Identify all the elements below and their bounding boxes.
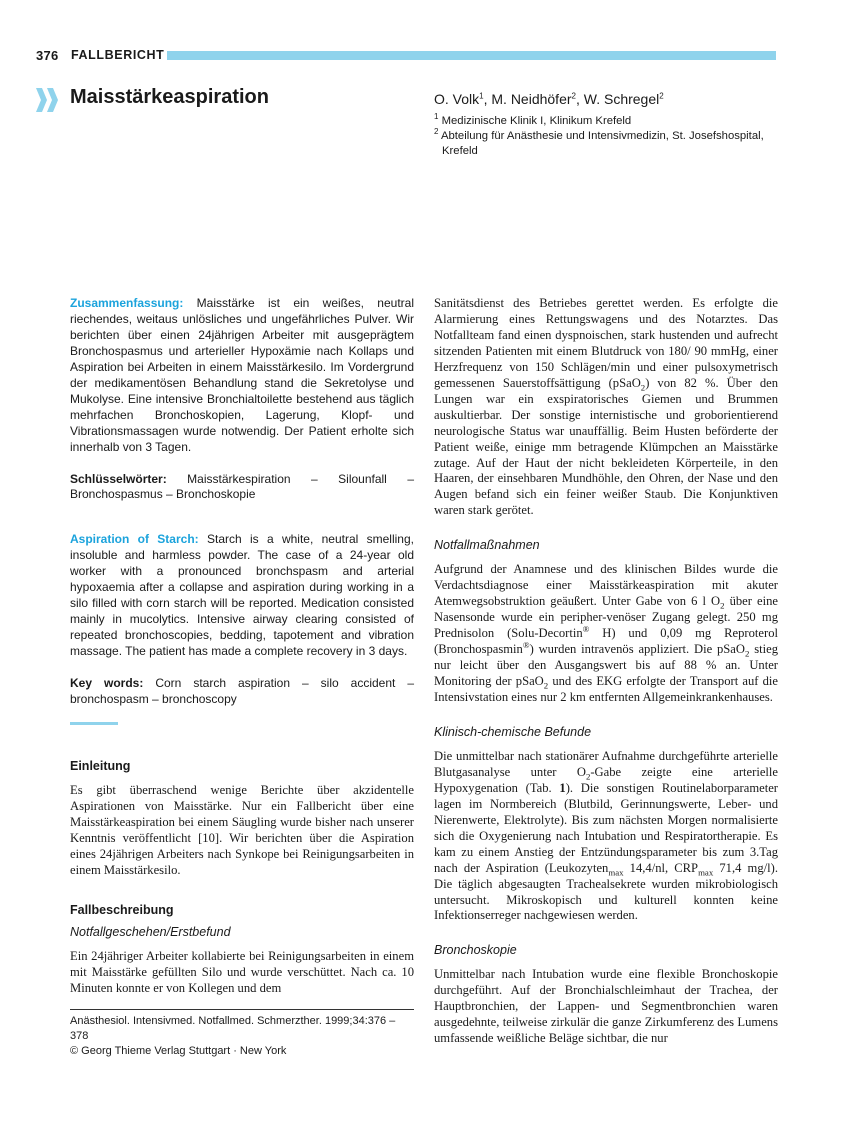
subheading-klinisch-chemische-befunde: Klinisch-chemische Befunde bbox=[434, 724, 592, 739]
left-column bbox=[70, 296, 414, 997]
author-list bbox=[434, 91, 664, 107]
text-run: stieg nur leicht über den Ausgangswert bis auf 88 % an. Unter Monitoring der pSaO bbox=[434, 642, 778, 689]
author-separator: , bbox=[483, 91, 492, 107]
notfallmassnahmen-text bbox=[434, 562, 778, 706]
author-separator: , bbox=[575, 91, 584, 107]
author-affiliation-mark: 2 bbox=[659, 91, 664, 101]
case-continuation-text bbox=[434, 296, 778, 519]
subscript: max bbox=[608, 867, 624, 878]
double-chevron-icon bbox=[36, 88, 60, 112]
keywords-german-text: Maisstärkespiration – Silounfall – Bronchospasmus – Bronchoskopie bbox=[70, 471, 414, 502]
table-reference: 1 bbox=[559, 780, 566, 795]
text-run: Die unmittelbar nach stationärer Aufnahme durchgeführte arterielle Blutgasanalyse unter O bbox=[434, 748, 778, 779]
keywords-english-heading: Key words: bbox=[70, 676, 144, 691]
keywords-german bbox=[70, 472, 414, 504]
affiliations bbox=[434, 114, 784, 159]
author-affiliation-mark: 1 bbox=[479, 91, 484, 101]
author-name: M. Neidhöfer bbox=[491, 91, 572, 107]
heading-fallbeschreibung: Fallbeschreibung bbox=[70, 902, 174, 917]
citation-footnote bbox=[70, 1009, 414, 1059]
bronchoskopie-text: Unmittelbar nach Intubation wurde eine flexible Bronchoskopie durchgeführt. Auf der Bronchialschleimhaut der Trachea, der Hauptbronchien, der Lappen- und Segmentbronchien waren ausgedehnte, teilweise zirkulär die ganze Zirkumferenz des Lumens umfassende weißliche Beläge sichtbar, die nur bbox=[434, 967, 778, 1046]
keywords-german-heading: Schlüsselwörter: bbox=[70, 471, 167, 486]
article-title: Maisstärkeaspiration bbox=[70, 86, 269, 108]
affiliation-mark: 2 bbox=[434, 127, 439, 137]
subscript: 2 bbox=[744, 648, 750, 659]
klinisch-text bbox=[434, 749, 778, 924]
subscript: 2 bbox=[585, 771, 591, 782]
text-run: und des EKG erfolgte der Transport auf die Intensivstation eines nur 2 km entfernten Allgemeinkrankenhauses. bbox=[434, 674, 778, 704]
keywords-english-text: Corn starch aspiration – silo accident – bronchospasm – bronchoscopy bbox=[70, 676, 415, 707]
affiliation-item bbox=[434, 114, 784, 129]
abstract-german bbox=[70, 296, 414, 456]
text-run: ) wurden intravenös appliziert. Die pSaO bbox=[529, 642, 745, 657]
text-run: H) und 0,09 mg Reproterol (Bronchospasmin bbox=[434, 626, 778, 657]
abstract-english bbox=[70, 532, 414, 660]
journal-citation: Anästhesiol. Intensivmed. Notfallmed. Schmerzther. 1999;34:376 – 378 bbox=[70, 1015, 396, 1042]
abstract-german-heading: Zusammenfassung: bbox=[70, 296, 184, 310]
affiliation-mark: 1 bbox=[434, 112, 439, 122]
affiliation-item bbox=[434, 129, 784, 159]
subscript: 2 bbox=[720, 600, 725, 611]
copyright-line: © Georg Thieme Verlag Stuttgart · New York bbox=[70, 1045, 287, 1057]
subheading-bronchoskopie: Bronchoskopie bbox=[434, 943, 517, 958]
section-label: FALLBERICHT bbox=[71, 48, 165, 62]
text-run: 14,4/nl, CRP bbox=[623, 860, 699, 875]
subheading-notfallgeschehen: Notfallgeschehen/Erstbefund bbox=[70, 924, 231, 939]
author-affiliation-mark: 2 bbox=[571, 91, 576, 101]
text-run: -Gabe zeigte eine arterielle Hypoxygenation (Tab. bbox=[434, 764, 778, 795]
registered-mark: ® bbox=[522, 639, 530, 650]
keywords-english bbox=[70, 676, 414, 708]
section-divider bbox=[70, 722, 118, 725]
subscript: 2 bbox=[640, 382, 646, 393]
text-run: über eine Nasensonde wurde ein peripher-venöser Zugang gelegt. 250 mg Prednisolon (Solu-Decortin bbox=[434, 594, 778, 641]
text-run: 71,4 mg/l). Die täglich abgesaugten Trachealsekrete wurden mikrobiologisch untersucht. Mikroskopisch und kulturell konnten keine Infektionserreger nachgewiesen werden. bbox=[434, 860, 778, 923]
right-column bbox=[434, 296, 778, 1047]
subheading-notfallmassnahmen: Notfallmaßnahmen bbox=[434, 538, 540, 553]
text-run: Sanitätsdienst des Betriebes gerettet werden. Es erfolgte die Alarmierung eines Rettungswagens und des Notarztes. Das Notfallteam fand einen dyspnoischen, stark hustenden und aufrecht sitzenden Patienten mit einem Blutdruck von 180/ 90 mmHg, einer Herzfrequenz von 150 Schlägen/min und einer pulsoxymetrisch gemessenen Sauerstoffsättigung (pSaO bbox=[434, 296, 778, 390]
header-bar bbox=[167, 51, 776, 60]
einleitung-text: Es gibt überraschend wenige Berichte über akzidentelle Aspirationen von Maisstärke. Nur ein Fallbericht über eine Maisstärkeaspiration bei einem Säugling wurde bisher nach unserer Kenntnis veröffentlicht [10]. Wir berichten über die Aspiration eines 24jährigen Arbeiters nach Synkope bei Reinigungsarbeiten in einem Maisstärkesilo. bbox=[70, 782, 414, 877]
affiliation-text: Abteilung für Anästhesie und Intensivmedizin, St. Josefshospital, Krefeld bbox=[438, 130, 764, 157]
subscript: max bbox=[698, 867, 714, 878]
fallbeschreibung-text: Ein 24jähriger Arbeiter kollabierte bei Reinigungsarbeiten in einem mit Maisstärke gefüllten Silo und wurde verschüttet. Nach ca. 10 Minuten konnte er von Kollegen und dem bbox=[70, 948, 414, 995]
text-run: ). Die sonstigen Routinelaborparameter lagen im Normbereich (Blutbild, Gerinnungswerte, Leber- und Nierenwerte, Elektrolyte). Bis zum nächsten Morgen normalisierte sich die Oxygenierung nach Intubation und Respiratortherapie. Es kam zu einem Anstieg der Entzündungsparameter bis zum 3.Tag nach der Aspiration (Leukozyten bbox=[434, 780, 778, 875]
heading-einleitung: Einleitung bbox=[70, 758, 131, 773]
abstract-german-text: Maisstärke ist ein weißes, neutral riechendes, weitaus unlösliches und ungefährliches Pulver. Wir berichten über einen 24jährigen Arbeiter mit ausgeprägtem Bronchospasmus und arterieller Hypoxämie nach Kollaps und Aspiration bei Arbeiten in einem Maisstärkesilo. Im Vordergrund der medikamentösen Behandlung stand die Sekretolyse und Mukolyse. Eine intensive Bronchialtoilette bestehend aus täglich mehrfachen Bronchoskopien, Lagerung, Klopf- und Vibrationsmassagen wurde notwendig. Der Patient erholte sich innerhalb von 3 Tagen. bbox=[70, 296, 414, 454]
text-run: ) von 82 %. Über den Lungen war ein exspiratorisches Giemen und Brummen auskultierbar. Der sonstige internistische und groborientierend neurologische Status war unauffällig. Beim Husten beförderte der Patient weiße, einige mm betragende Klümpchen an Maisstärke zutage. Auf der Haut der nicht bekleideten Körperteile, in den Haaren, der einsehbaren Mundhöhle, den Ohren, der Nase und den Augen befand sich ein feiner weißer Staub. Die Konjunktiven waren stark gerötet. bbox=[434, 375, 779, 518]
text-run: Aufgrund der Anamnese und des klinischen Bildes wurde die Verdachtsdiagnose einer Maisstärkeaspiration mit akuter Atemwegsobstruktion geäußert. Unter Gabe von 6 l O bbox=[434, 562, 778, 609]
registered-mark: ® bbox=[582, 623, 590, 634]
author-name: W. Schregel bbox=[583, 91, 660, 107]
page-number: 376 bbox=[36, 48, 59, 63]
affiliation-text: Medizinische Klinik I, Klinikum Krefeld bbox=[438, 115, 632, 127]
author-name: O. Volk bbox=[434, 91, 480, 107]
abstract-english-heading: Aspiration of Starch: bbox=[70, 532, 199, 547]
subscript: 2 bbox=[543, 680, 549, 691]
abstract-english-text: Starch is a white, neutral smelling, insoluble and harmless powder. The case of a 24-year old worker with a pronounced bronchspasm and arterial hypoxaemia after a collapse and aspiration during working in a silo filled with corn starch will be reported. Medication consisted mainly in mucolytics. Intensive airway clearing consisted of repeated bronchoscopies, bedding, tapotement and vibration massage. The patient has made a complete recovery in 3 days. bbox=[70, 532, 414, 659]
